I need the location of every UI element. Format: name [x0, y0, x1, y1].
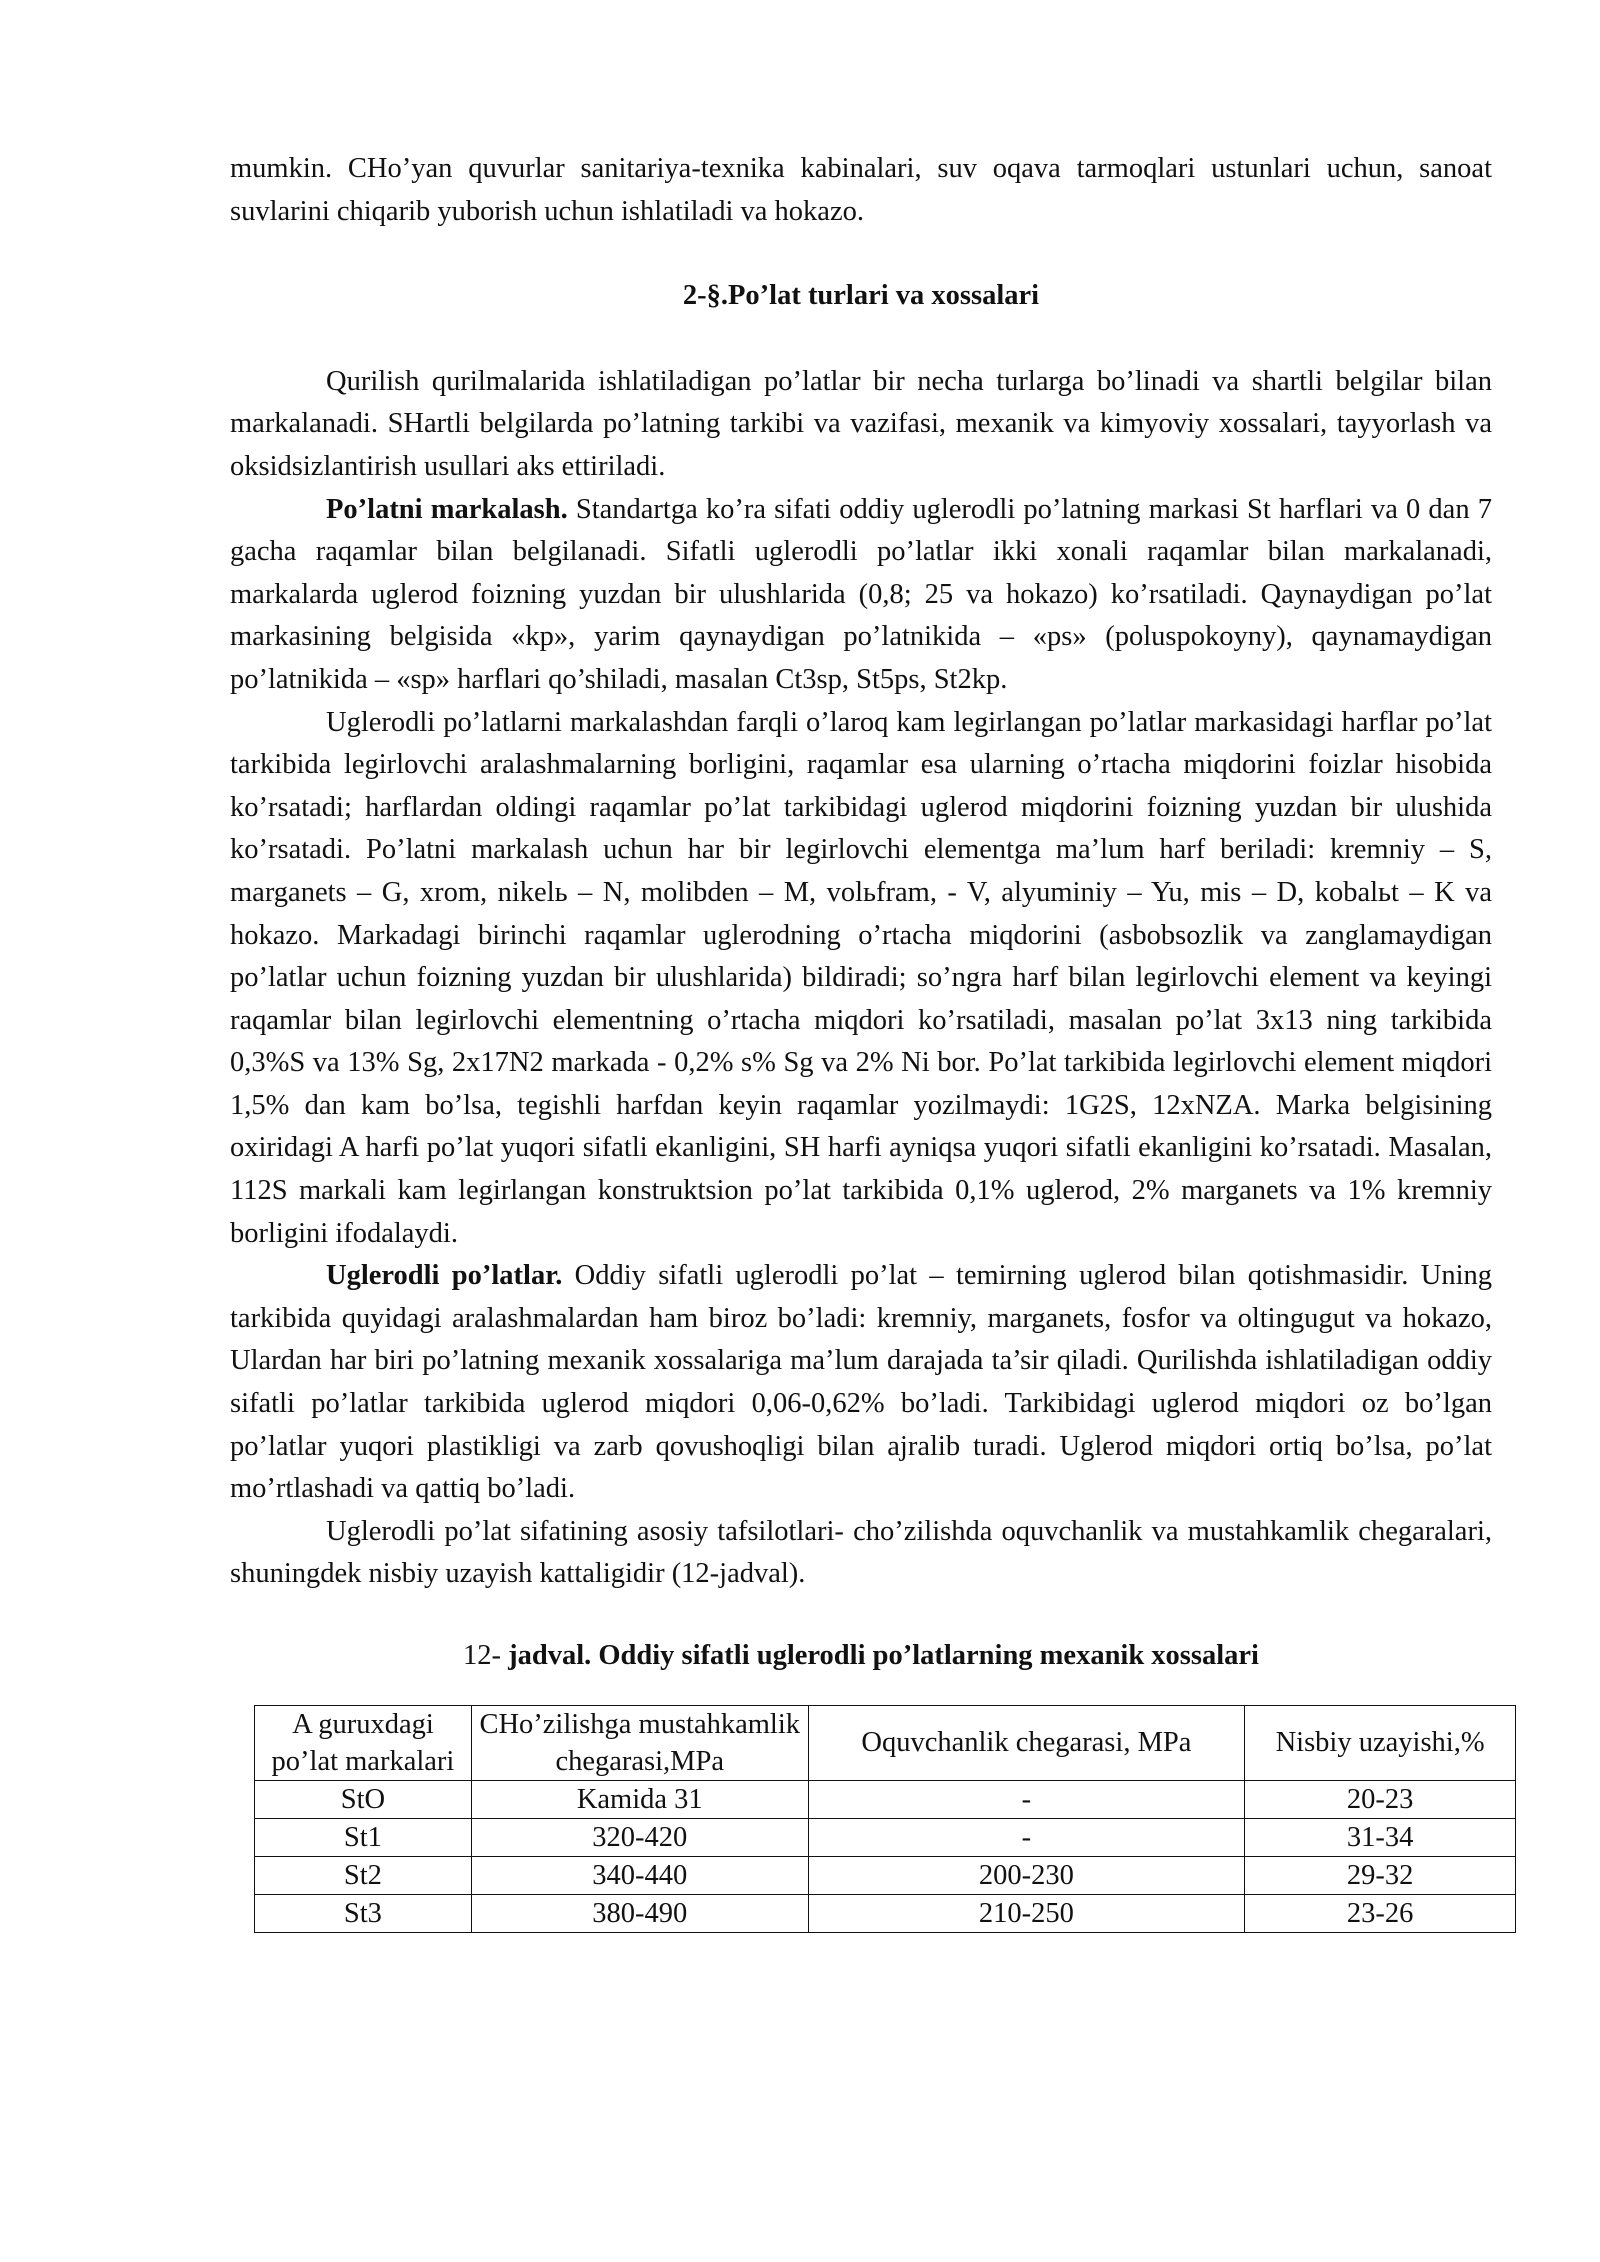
table-header-yield-strength: Oquvchanlik chegarasi, MPa: [808, 1705, 1245, 1780]
table-header-grade: A guruxdagi po’lat markalari: [255, 1705, 472, 1780]
paragraph-steel-marking-lead: Po’latni markalash.: [326, 493, 568, 525]
table-header-elongation: Nisbiy uzayishi,%: [1245, 1705, 1516, 1780]
document-page: [230, 148, 1492, 1933]
table-cell: 23-26: [1245, 1894, 1516, 1932]
table-cell: 200-230: [808, 1856, 1245, 1894]
table-cell: 210-250: [808, 1894, 1245, 1932]
table-caption: [230, 1636, 1492, 1676]
paragraph-carbon-steels: [230, 1255, 1492, 1511]
table-cell: 29-32: [1245, 1856, 1516, 1894]
table-cell: St2: [255, 1856, 472, 1894]
table-cell: 20-23: [1245, 1780, 1516, 1818]
table-cell: 380-490: [471, 1894, 808, 1932]
paragraph-carbon-steels-lead: Uglerodli po’latlar.: [326, 1260, 563, 1292]
table-cell: St3: [255, 1894, 472, 1932]
table-caption-number: 12-: [463, 1640, 509, 1671]
table-cell: 31-34: [1245, 1818, 1516, 1856]
table-row: [255, 1818, 1516, 1856]
table-header-tensile-strength: CHo’zilishga mustahkamlik chegarasi,MPa: [471, 1705, 808, 1780]
table-cell: -: [808, 1818, 1245, 1856]
table-row: [255, 1894, 1516, 1932]
table-row: [255, 1856, 1516, 1894]
paragraph-low-alloy-marking: Uglerodli po’latlarni markalashdan farqli o’laroq kam legirlangan po’latlar markasidagi harflar po’lat tarkibida legirlovchi aralashmalarning borligini, raqamlar esa ularning o’rtacha miqdorini foizlar hisobida ko’rsatadi; harflardan oldingi raqamlar po’lat tarkibidagi uglerod miqdorini foizning yuzdan bir ulushida ko’rsatadi. Po’latni markalash uchun har bir legirlovchi elementga ma’lum harf beriladi: kremniy – S, marganets – G, xrom, nikelь – N, molibden – M, volьfram, - V, alyuminiy – Yu, mis – D, kobalьt – K va hokazo. Markadagi birinchi raqamlar uglerodning o’rtacha miqdorini (asbobsozlik va zanglamaydigan po’latlar uchun foizning yuzdan bir ulushlarida) bildiradi; so’ngra harf bilan legirlovchi element va keyingi raqamlar bilan legirlovchi elementning o’rtacha miqdori ko’rsatiladi, masalan po’lat 3x13 ning tarkibida 0,3%S va 13% Sg, 2x17N2 markada - 0,2% s% Sg va 2% Ni bor. Po’lat tarkibida legirlovchi element miqdori 1,5% dan kam bo’lsa, tegishli harfdan keyin raqamlar yozilmaydi: 1G2S, 12xNZA. Marka belgisining oxiridagi A harfi po’lat yuqori sifatli ekanligini, SH harfi ayniqsa yuqori sifatli ekanligini ko’rsatadi. Masalan, 112S markali kam legirlangan konstruktsion po’lat tarkibida 0,1% uglerod, 2% marganets va 1% kremniy borligini ifodalaydi.: [230, 706, 1492, 1249]
intro-paragraph: mumkin. CHo’yan quvurlar sanitariya-texnika kabinalari, suv oqava tarmoqlari ustunlari uchun, sanoat suvlarini chiqarib yuborish uchun ishlatiladi va hokazo.: [230, 153, 1492, 227]
table-cell: 320-420: [471, 1818, 808, 1856]
paragraph-steel-types: Qurilish qurilmalarida ishlatiladigan po’latlar bir necha turlarga bo’linadi va shartli belgilar bilan markalanadi. SHartli belgilarda po’latning tarkibi va vazifasi, mexanik va kimyoviy xossalari, tayyorlash va oksidsizlantirish usullari aks ettiriladi.: [230, 365, 1492, 482]
table-cell: Kamida 31: [471, 1780, 808, 1818]
table-cell: St1: [255, 1818, 472, 1856]
table-cell: StO: [255, 1780, 472, 1818]
paragraph-carbon-steels-text: Oddiy sifatli uglerodli po’lat – temirning uglerod bilan qotishmasidir. Uning tarkibida quyidagi aralashmalardan ham biroz bo’ladi: kremniy, marganets, fosfor va oltingugut va hokazo, Ulardan har biri po’latning mexanik xossalariga ma’lum darajada ta’sir qiladi. Qurilishda ishlatiladigan oddiy sifatli po’latlar tarkibida uglerod miqdori 0,06-0,62% bo’ladi. Tarkibidagi uglerod miqdori oz bo’lgan po’latlar yuqori plastikligi va zarb qovushoqligi bilan ajralib turadi. Uglerod miqdori ortiq bo’lsa, po’lat mo’rtlashadi va qattiq bo’ladi.: [230, 1260, 1492, 1505]
table-caption-title: jadval. Oddiy sifatli uglerodli po’latlarning mexanik xossalari: [508, 1640, 1259, 1671]
table-header-row: [255, 1705, 1516, 1780]
table-cell: -: [808, 1780, 1245, 1818]
table-row: [255, 1780, 1516, 1818]
paragraph-steel-marking-text: Standartga ko’ra sifati oddiy uglerodli po’latning markasi St harflari va 0 dan 7 gacha raqamlar bilan belgilanadi. Sifatli uglerodli po’latlar ikki xonali raqamlar bilan markalanadi, markalarda uglerod foizning yuzdan bir ulushlarida (0,8; 25 va hokazo) ko’rsatiladi. Qaynaydigan po’lat markasining belgisida «kp», yarim qaynaydigan po’latnikida – «ps» (poluspokoyny), qaynamaydigan po’latnikida – «sp» harflari qo’shiladi, masalan Ct3sp, St5ps, St2kp.: [230, 493, 1492, 695]
paragraph-steel-marking: [230, 489, 1492, 702]
mechanical-properties-table: [254, 1705, 1516, 1933]
section-heading: 2-§.Po’lat turlari va xossalari: [682, 280, 1040, 312]
paragraph-quality-details: Uglerodli po’lat sifatining asosiy tafsilotlari- cho’zilishda oquvchanlik va mustahkamlik chegaralari, shuningdek nisbiy uzayish kattaligidir (12-jadval).: [230, 1515, 1492, 1590]
table-cell: 340-440: [471, 1856, 808, 1894]
